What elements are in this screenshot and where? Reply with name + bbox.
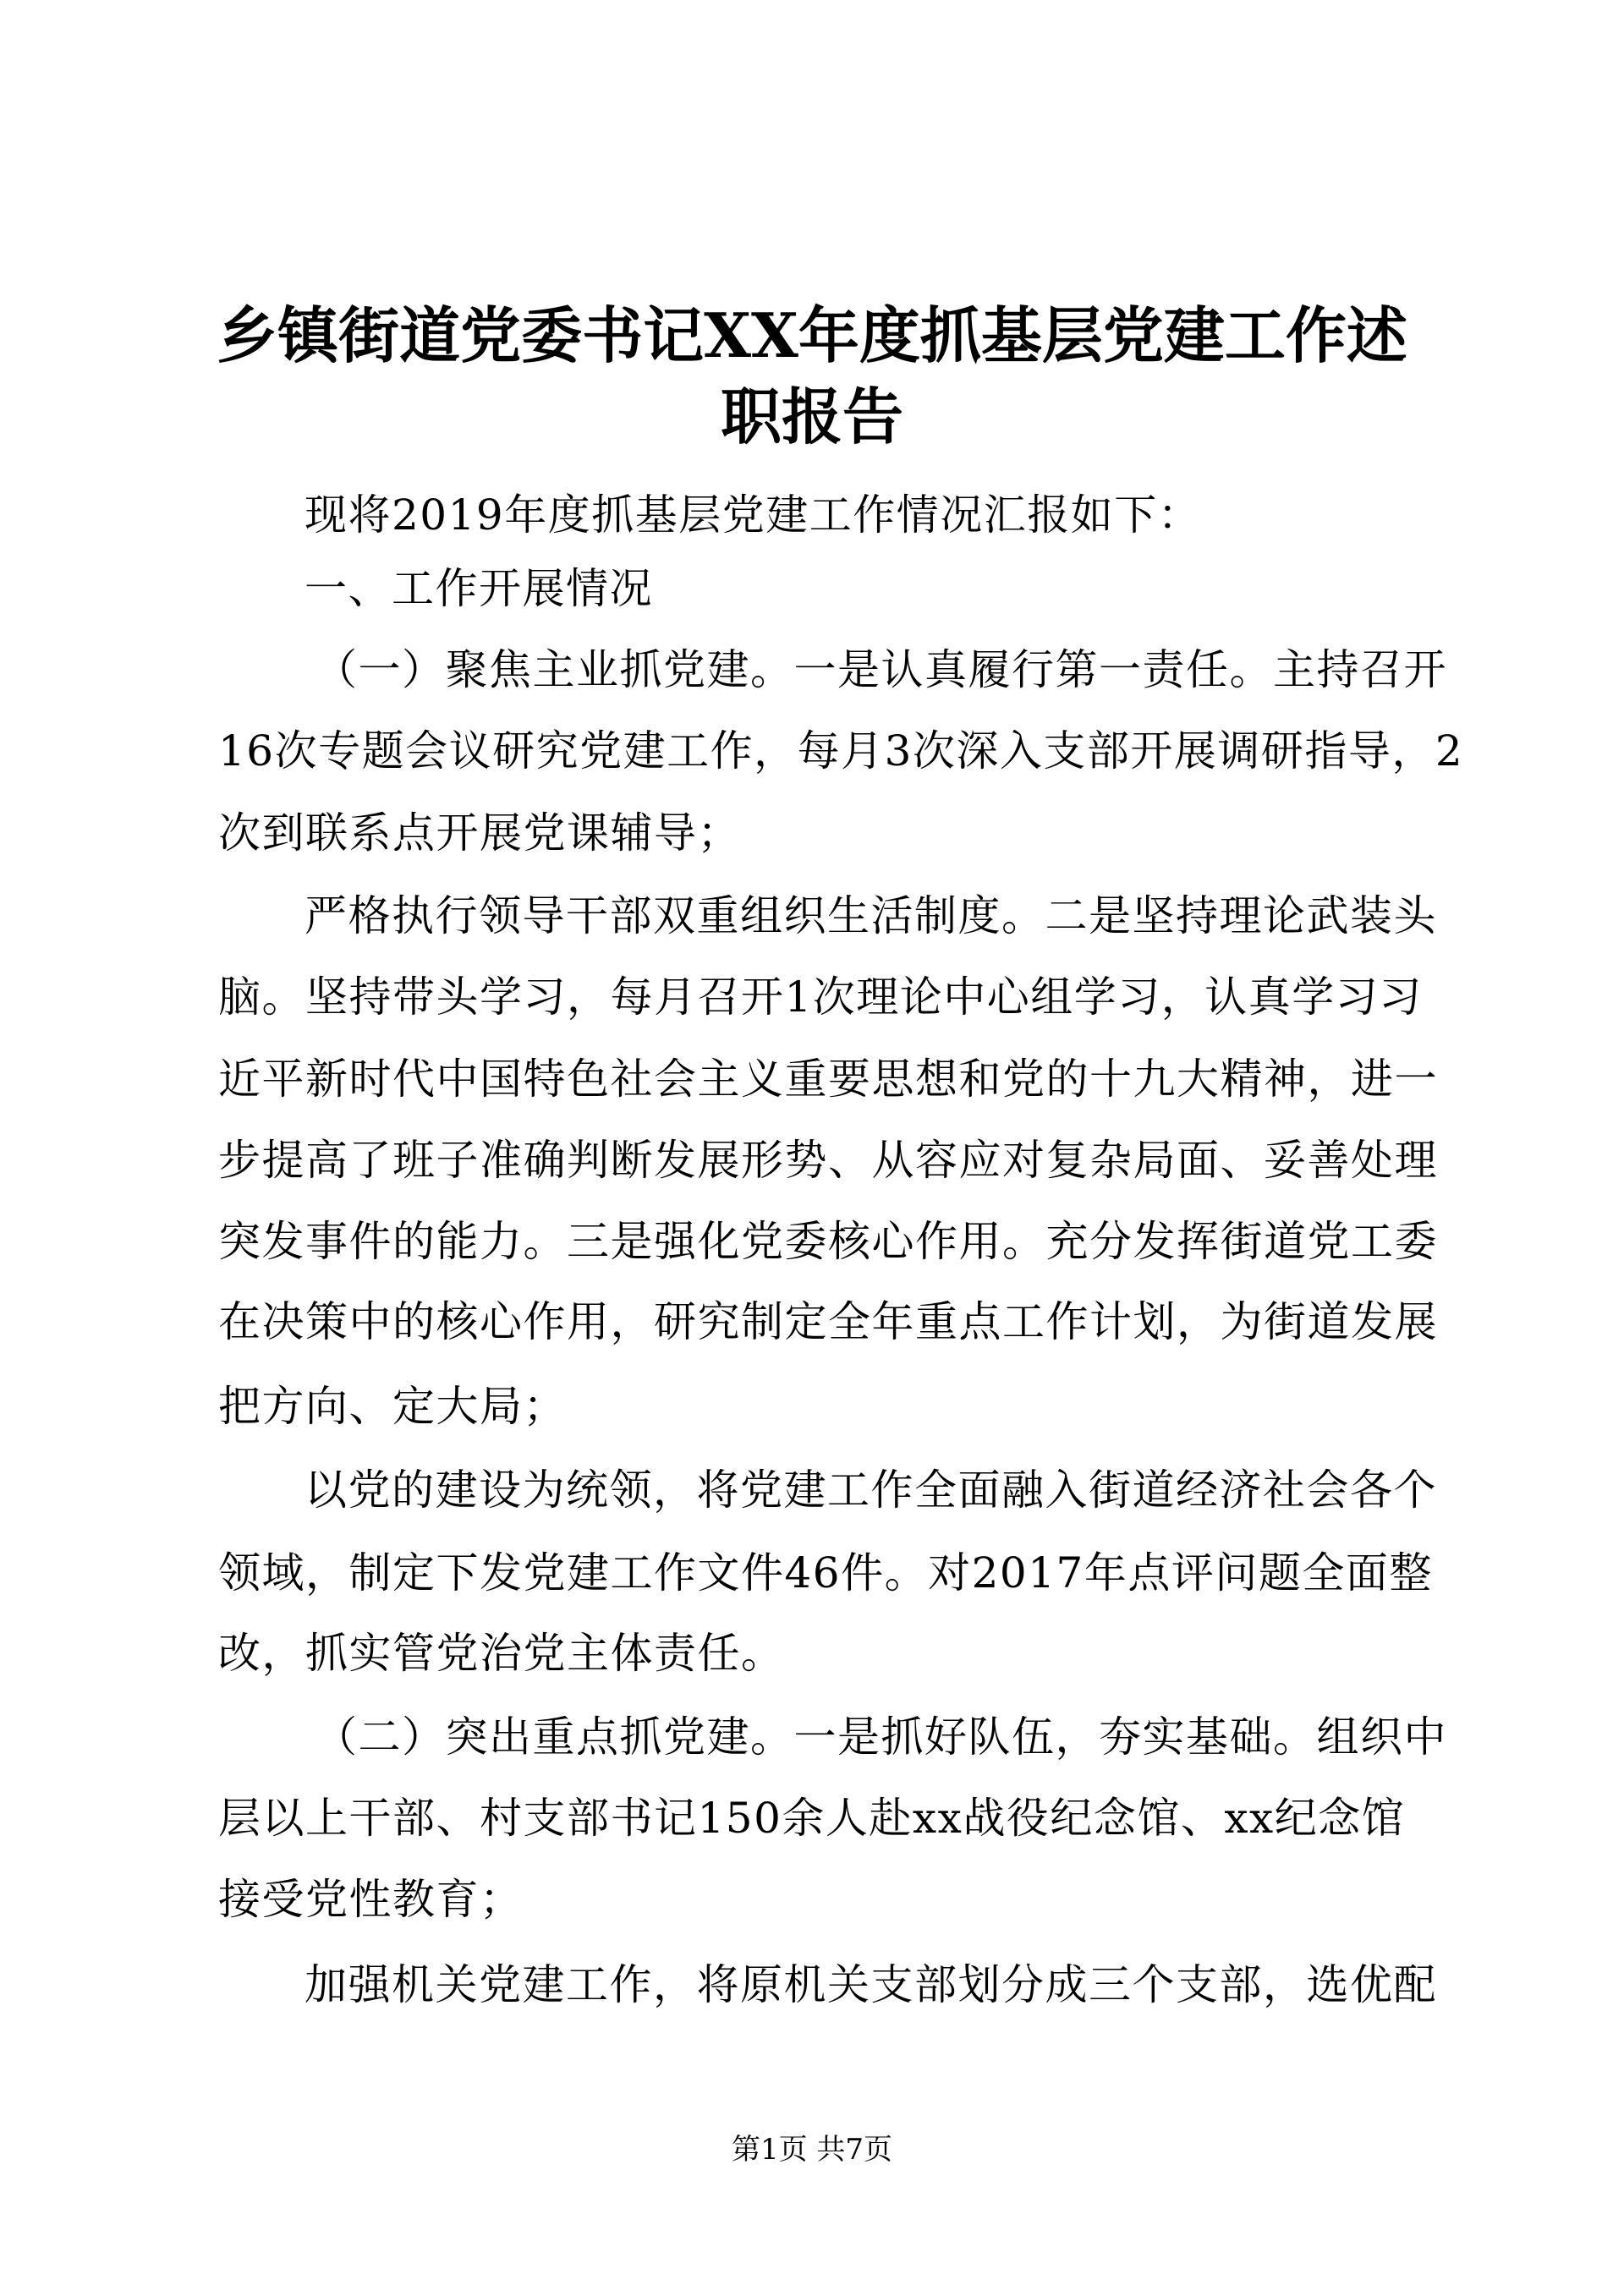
paragraph-line: 改，抓实管党治党主体责任。 [218,1629,785,1678]
paragraph-line: 接受党性教育； [218,1875,524,1924]
paragraph-line: 以党的建设为统领，将党建工作全面融入街道经济社会各个 [304,1466,1437,1515]
paragraph-line: 16次专题会议研究党建工作，每月3次深入支部开展调研指导，2 [218,726,1464,775]
page-indicator: 第1页 共7页 [731,2133,893,2167]
paragraph-line: 层以上干部、村支部书记150余人赴xx战役纪念馆、xx纪念馆 [218,1794,1406,1843]
paragraph-line: 领域，制定下发党建工作文件46件。对2017年点评问题全面整 [218,1548,1433,1597]
paragraph-line: 突发事件的能力。三是强化党委核心作用。充分发挥街道党工委 [218,1217,1438,1266]
paragraph-line: 脑。坚持带头学习，每月召开1次理论中心组学习，认真学习习 [218,973,1423,1022]
paragraph-line: 步提高了班子准确判断发展形势、从容应对复杂局面、妥善处理 [218,1136,1438,1185]
document-title-line-1: 乡镇街道党委书记XX年度抓基层党建工作述 [217,299,1407,371]
paragraph-line: 在决策中的核心作用，研究制定全年重点工作计划，为街道发展 [218,1297,1438,1346]
paragraph-line: 严格执行领导干部双重组织生活制度。二是坚持理论武装头 [304,891,1437,940]
paragraph-line: （二）突出重点抓党建。一是抓好队伍，夯实基础。组织中 [315,1712,1447,1762]
paragraph-line: （一）聚焦主业抓党建。一是认真履行第一责任。主持召开 [315,645,1447,694]
paragraph-line: 次到联系点开展党课辅导； [218,808,741,858]
paragraph-intro: 现将2019年度抓基层党建工作情况汇报如下： [304,490,1202,540]
paragraph-line: 近平新时代中国特色社会主义重要思想和党的十九大精神，进一 [218,1055,1438,1104]
document-title-line-2: 职报告 [720,381,903,452]
section-heading: 一、工作开展情况 [304,564,653,613]
paragraph-line: 把方向、定大局； [218,1382,567,1431]
paragraph-line: 加强机关党建工作，将原机关支部划分成三个支部，选优配 [304,1960,1437,2009]
